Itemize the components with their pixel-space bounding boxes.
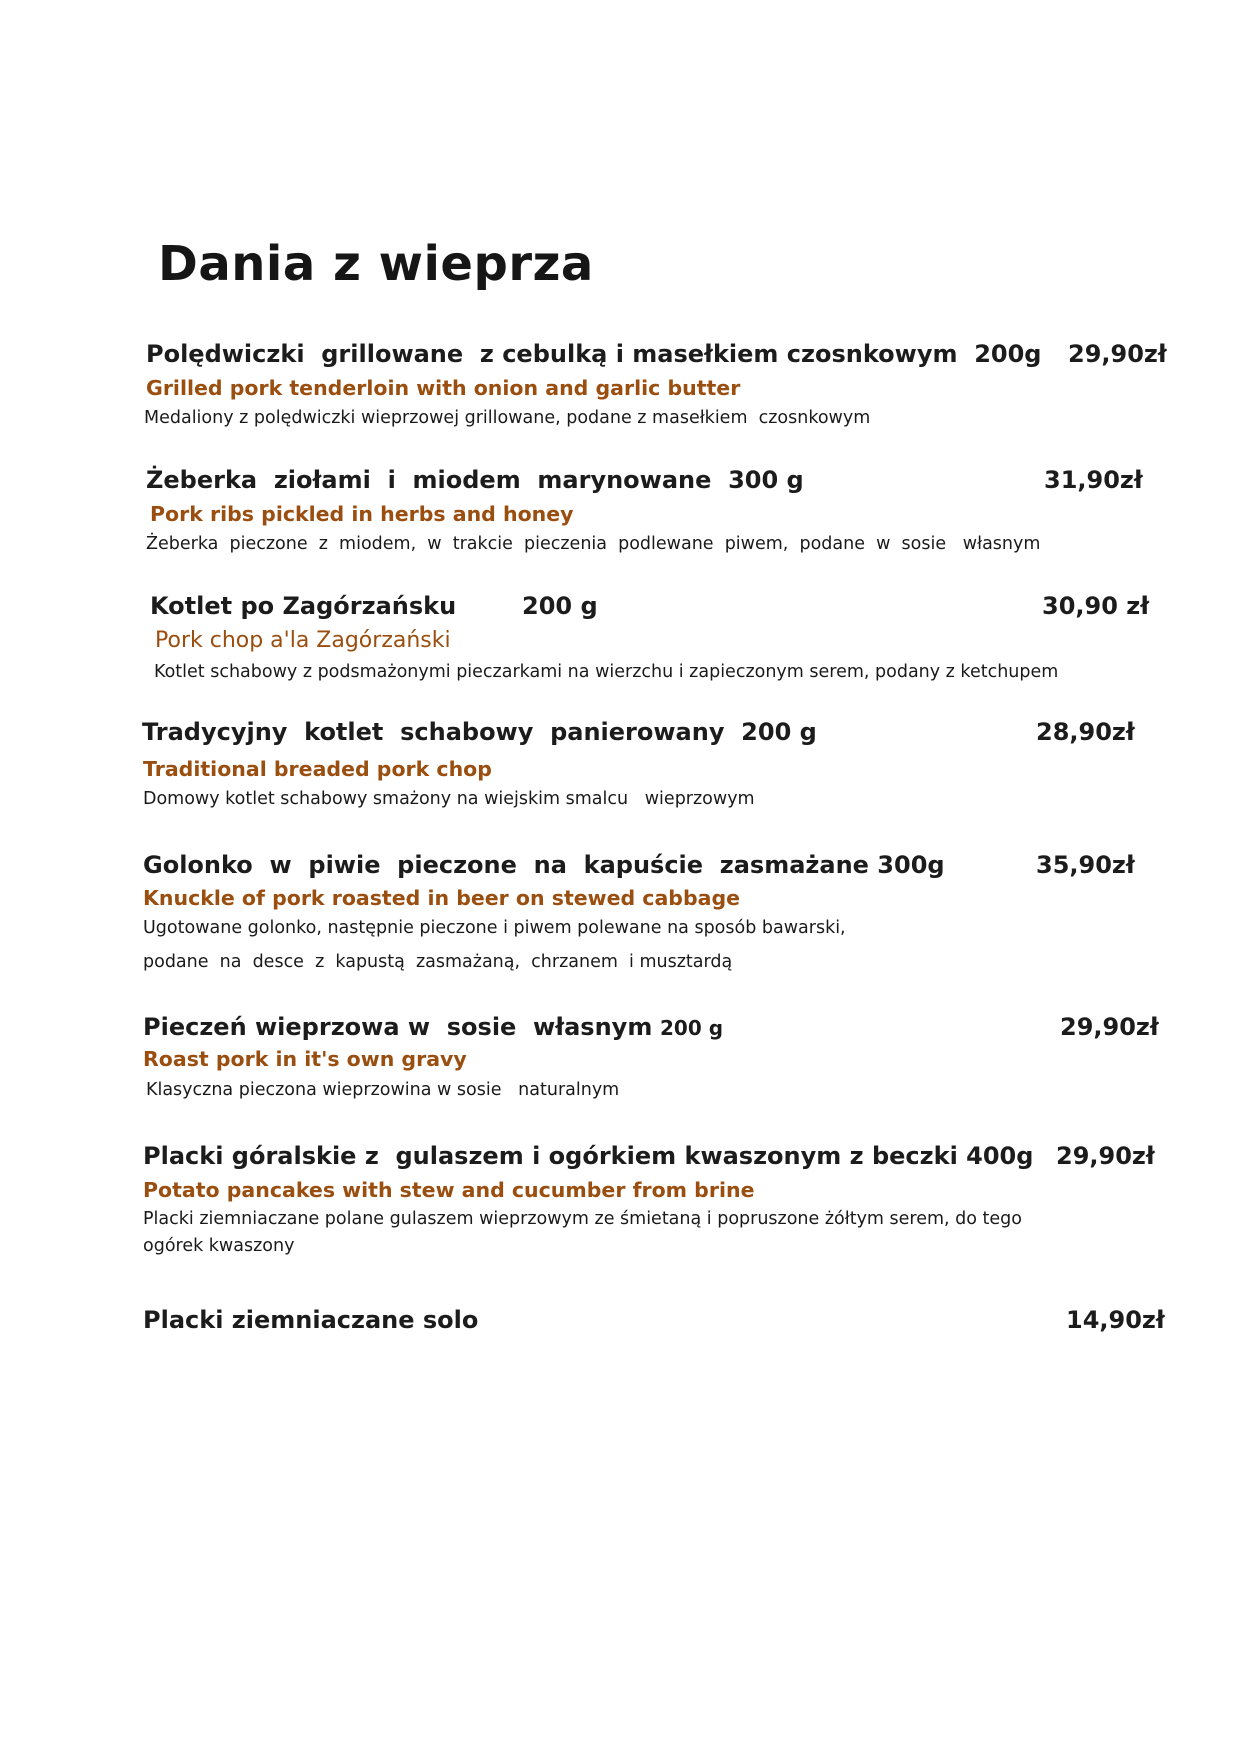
- dish-name: Kotlet po Zagórzańsku: [150, 592, 457, 620]
- dish-name-english: Traditional breaded pork chop: [143, 757, 492, 781]
- dish-price: 29,90zł: [1068, 340, 1167, 368]
- dish-description: Kotlet schabowy z podsmażonymi pieczarkami na wierzchu i zapieczonym serem, podany z ketchupem: [154, 662, 1059, 682]
- dish-description: Domowy kotlet schabowy smażony na wiejskim smalcu wieprzowym: [143, 789, 755, 809]
- dish-description: Żeberka pieczone z miodem, w trakcie pieczenia podlewane piwem, podane w sosie własnym: [146, 534, 1041, 554]
- dish-name: Golonko w piwie pieczone na kapuście zasmażane 300g: [143, 851, 945, 879]
- dish-name-english: Roast pork in it's own gravy: [143, 1047, 467, 1071]
- dish-description: Ugotowane golonko, następnie pieczone i piwem polewane na sposób bawarski,: [143, 918, 846, 938]
- dish-name-english: Pork chop a'la Zagórzański: [155, 628, 451, 653]
- dish-description: podane na desce z kapustą zasmażaną, chrzanem i musztardą: [143, 952, 733, 972]
- dish-name-english: Grilled pork tenderloin with onion and garlic butter: [146, 376, 741, 400]
- dish-name-english: Knuckle of pork roasted in beer on stewed cabbage: [143, 886, 741, 910]
- dish-description: Medaliony z polędwiczki wieprzowej grillowane, podane z masełkiem czosnkowym: [144, 408, 871, 428]
- dish-name-english: Potato pancakes with stew and cucumber from brine: [143, 1178, 755, 1202]
- dish-price: 28,90zł: [1036, 718, 1135, 746]
- dish-price: 14,90zł: [1066, 1306, 1165, 1334]
- dish-name: Placki góralskie z gulaszem i ogórkiem kwaszonym z beczki 400g: [143, 1142, 1034, 1170]
- dish-name: Polędwiczki grillowane z cebulką i masełkiem czosnkowym 200g: [146, 340, 1042, 368]
- dish-description: Klasyczna pieczona wieprzowina w sosie naturalnym: [146, 1080, 620, 1100]
- dish-name: Placki ziemniaczane solo: [143, 1306, 479, 1334]
- dish-weight: 200 g: [660, 1016, 724, 1040]
- dish-name: Pieczeń wieprzowa w sosie własnym: [143, 1013, 653, 1041]
- dish-name-english: Pork ribs pickled in herbs and honey: [150, 502, 574, 526]
- page-title: Dania z wieprza: [158, 236, 594, 292]
- dish-description: Placki ziemniaczane polane gulaszem wieprzowym ze śmietaną i popruszone żółtym serem, do tego: [143, 1209, 1022, 1229]
- dish-price: 29,90zł: [1060, 1013, 1159, 1041]
- dish-price: 30,90 zł: [1042, 592, 1150, 620]
- dish-name: Tradycyjny kotlet schabowy panierowany 200 g: [142, 718, 817, 746]
- dish-price: 29,90zł: [1056, 1142, 1155, 1170]
- dish-price: 35,90zł: [1036, 851, 1135, 879]
- dish-price: 31,90zł: [1044, 466, 1143, 494]
- dish-name: Żeberka ziołami i miodem marynowane 300 g: [146, 466, 804, 494]
- dish-weight: 200 g: [522, 592, 598, 620]
- dish-description: ogórek kwaszony: [143, 1236, 295, 1256]
